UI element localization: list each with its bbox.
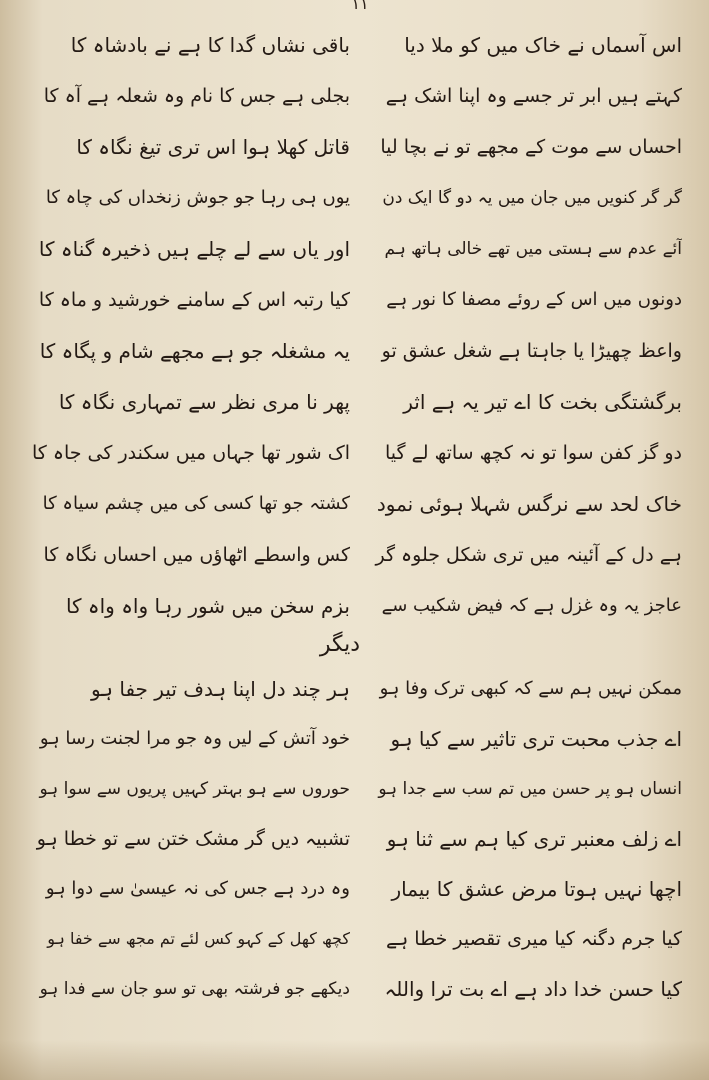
verse-line: دو گز کفن سوا تو نہ کچھ ساتھ لے گیا [385,442,682,464]
verse-line: اے زلف معنبر تری کیا ہم سے ثنا ہو [386,827,682,851]
verse-line: کچھ کھل کے کہو کس لئے تم مجھ سے خفا ہو [47,929,350,948]
block2-right-column [372,664,682,1024]
verse-line: کیا رتبہ اس کے سامنے خورشید و ماہ کا [38,289,350,311]
verse-line: کیا حسن خدا داد ہے اے بت ترا واللہ [384,977,682,1001]
verse-line: ہر چند دل اپنا ہدف تیر جفا ہو [90,677,350,701]
verse-line: برگشتگی بخت کا اے تیر یہ ہے اثر [403,390,682,414]
verse-line: گر گر کنویں میں جان میں یہ دو گا ایک دن [382,188,682,208]
verse-line: وہ درد ہے جس کی نہ عیسیٰ سے دوا ہو [45,878,350,899]
verse-line: تشبیہ دیں گر مشک ختن سے تو خطا ہو [36,828,350,850]
verse-line: کس واسطے اٹھاؤں میں احساں نگاہ کا [43,544,350,566]
verse-line: ہے دل کے آئینہ میں تری شکل جلوہ گر [375,544,682,566]
verse-line: بجلی ہے جس کا نام وہ شعلہ ہے آہ کا [43,85,350,107]
verse-line: بزم سخن میں شور رہا واہ واہ کا [65,594,350,618]
block1-left-column [30,20,350,620]
verse-line: اچھا نہیں ہوتا مرض عشق کا بیمار [391,877,682,901]
verse-line: واعظ چھیڑا یا جاہتا ہے شغل عشق تو [381,340,682,362]
verse-line: یہ مشغلہ جو ہے مجھے شام و پگاہ کا [39,339,350,363]
verse-line: ممکن نہیں ہم سے کہ کبھی ترک وفا ہو [379,678,682,699]
verse-line: کہتے ہیں ابر تر جسے وہ اپنا اشک ہے [385,85,682,107]
block2-left-column [30,664,350,1024]
verse-line: اور یاں سے لے چلے ہیں ذخیرہ گناہ کا [38,237,350,261]
verse-line: کیا جرم دگنہ کیا میری تقصیر خطا ہے [385,928,682,950]
verse-line: دیکھے جو فرشتہ بھی تو سو جان سے فدا ہو [39,979,350,999]
verse-line: عاجز یہ وہ غزل ہے کہ فیض شکیب سے [381,595,682,616]
verse-line: قاتل کھلا ہوا اس تری تیغ نگاہ کا [76,135,350,159]
page-number: ۱۱ [351,0,369,13]
verse-line: کشتہ جو تھا کسی کی میں چشم سیاہ کا [42,493,350,514]
verse-line: پھر نا مری نظر سے تمہاری نگاہ کا [58,390,350,414]
section-heading: دیگر [319,632,361,657]
verse-line: خود آتش کے لیں وہ جو مرا لجنت رسا ہو [39,728,350,749]
verse-line: باقی نشاں گدا کا ہے نے بادشاہ کا [70,33,350,57]
verse-line: اے جذب محبت تری تاثیر سے کیا ہو [390,727,682,751]
verse-line: آئے عدم سے ہستی میں تھے خالی ہاتھ ہم [384,239,682,259]
verse-line: اک شور تھا جہاں میں سکندر کی جاہ کا [31,442,350,464]
verse-line: دونوں میں اس کے روئے مصفا کا نور ہے [386,289,682,310]
verse-line: خاک لحد سے نرگس شہلا ہوئی نمود [376,492,682,516]
verse-line: احساں سے موت کے مجھے تو نے بچا لیا [380,136,682,158]
verse-line: یوں ہی رہا جو جوش زنخداں کی چاہ کا [45,187,350,208]
block1-right-column [372,20,682,620]
verse-line: حوروں سے ہو بہتر کہیں پریوں سے سوا ہو [39,779,350,799]
verse-line: انساں ہو پر حسن میں تم سب سے جدا ہو [378,779,682,799]
verse-line: اس آسماں نے خاک میں کو ملا دیا [404,33,682,57]
